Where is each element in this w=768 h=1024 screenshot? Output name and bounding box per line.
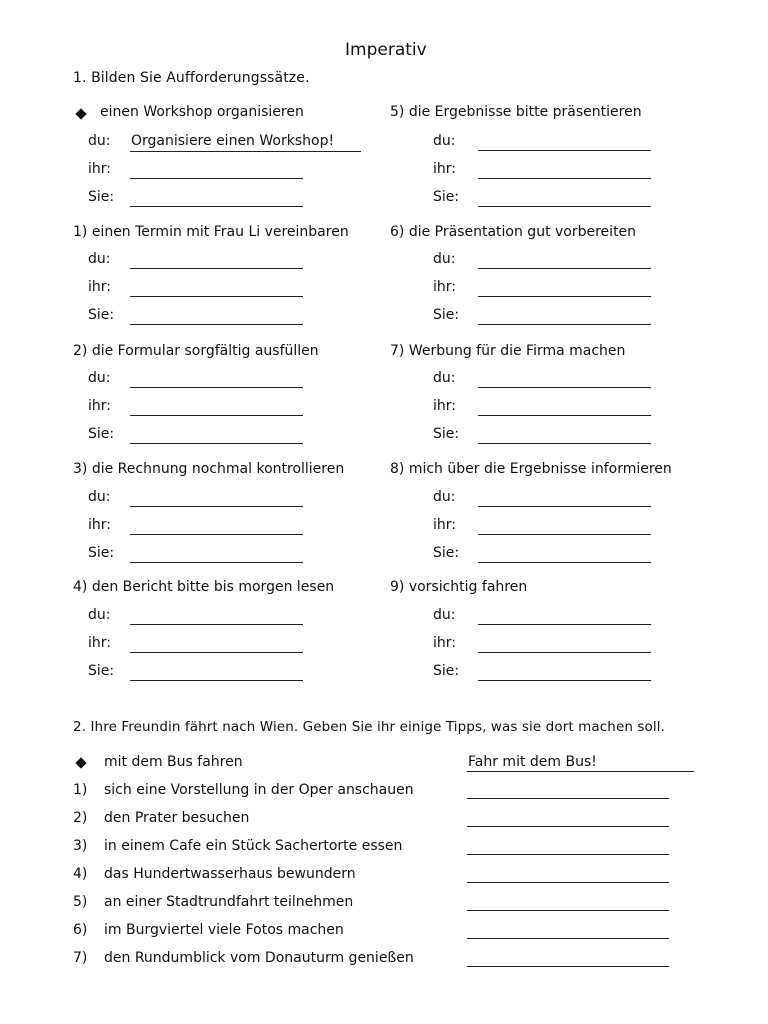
label-sie: Sie: (88, 663, 115, 679)
label-sie: Sie: (88, 545, 115, 561)
answer-line[interactable] (130, 506, 303, 507)
bullet-diamond-icon (75, 757, 86, 768)
task1-instruction: 1. Bilden Sie Aufforderungssätze. (73, 70, 310, 86)
answer-line[interactable] (130, 268, 303, 269)
task2-item-num: 1) (73, 782, 88, 798)
answer-line (467, 771, 694, 772)
task2-item-text: in einem Cafe ein Stück Sachertorte essen (104, 838, 403, 854)
label-du: du: (88, 489, 111, 505)
answer-line[interactable] (478, 680, 651, 681)
answer-line[interactable] (478, 652, 651, 653)
label-du: du: (88, 133, 111, 149)
task2-item-num: 7) (73, 950, 88, 966)
answer-line[interactable] (478, 178, 651, 179)
task1-item: 7) Werbung für die Firma machen (390, 343, 626, 359)
answer-line[interactable] (478, 296, 651, 297)
label-ihr: ihr: (88, 161, 111, 177)
task2-item-num: 5) (73, 894, 88, 910)
task1-example-prompt: einen Workshop organisieren (100, 104, 304, 120)
label-ihr: ihr: (88, 398, 111, 414)
answer-line[interactable] (478, 387, 651, 388)
label-ihr: ihr: (433, 635, 456, 651)
task1-example-answer: Organisiere einen Workshop! (131, 133, 335, 149)
task2-item-num: 4) (73, 866, 88, 882)
answer-line[interactable] (467, 938, 669, 939)
task1-item: 3) die Rechnung nochmal kontrollieren (73, 461, 345, 477)
answer-line[interactable] (130, 206, 303, 207)
label-sie: Sie: (433, 189, 460, 205)
task2-item-num: 6) (73, 922, 88, 938)
task2-item-text: sich eine Vorstellung in der Oper anschauen (104, 782, 414, 798)
task1-item: 4) den Bericht bitte bis morgen lesen (73, 579, 335, 595)
answer-line[interactable] (467, 854, 669, 855)
label-sie: Sie: (88, 426, 115, 442)
label-du: du: (88, 607, 111, 623)
label-du: du: (88, 370, 111, 386)
task2-example-answer: Fahr mit dem Bus! (468, 754, 597, 770)
label-ihr: ihr: (433, 161, 456, 177)
answer-line[interactable] (467, 910, 669, 911)
answer-line[interactable] (130, 624, 303, 625)
label-sie: Sie: (88, 189, 115, 205)
task2-item-text: den Prater besuchen (104, 810, 250, 826)
answer-line[interactable] (130, 652, 303, 653)
answer-line[interactable] (467, 966, 669, 967)
answer-line[interactable] (130, 680, 303, 681)
answer-line[interactable] (467, 798, 669, 799)
answer-line[interactable] (478, 624, 651, 625)
label-sie: Sie: (433, 307, 460, 323)
task1-item: 6) die Präsentation gut vorbereiten (390, 224, 637, 240)
label-du: du: (433, 370, 456, 386)
task2-item-text: im Burgviertel viele Fotos machen (104, 922, 344, 938)
label-ihr: ihr: (88, 517, 111, 533)
task1-item: 1) einen Termin mit Frau Li vereinbaren (73, 224, 349, 240)
answer-line[interactable] (478, 150, 651, 151)
task1-item: 8) mich über die Ergebnisse informieren (390, 461, 672, 477)
label-du: du: (433, 489, 456, 505)
answer-line[interactable] (467, 826, 669, 827)
label-sie: Sie: (88, 307, 115, 323)
task2-item-text: an einer Stadtrundfahrt teilnehmen (104, 894, 354, 910)
label-sie: Sie: (433, 663, 460, 679)
label-sie: Sie: (433, 545, 460, 561)
task2-item-text: das Hundertwasserhaus bewundern (104, 866, 356, 882)
bullet-diamond-icon (75, 108, 86, 119)
answer-line[interactable] (130, 443, 303, 444)
label-ihr: ihr: (433, 279, 456, 295)
task2-item-num: 3) (73, 838, 88, 854)
label-du: du: (433, 133, 456, 149)
answer-line[interactable] (130, 296, 303, 297)
task1-item: 9) vorsichtig fahren (390, 579, 528, 595)
label-ihr: ihr: (433, 517, 456, 533)
task2-example-prompt: mit dem Bus fahren (104, 754, 243, 770)
label-ihr: ihr: (88, 279, 111, 295)
answer-line[interactable] (478, 324, 651, 325)
label-sie: Sie: (433, 426, 460, 442)
answer-line[interactable] (130, 534, 303, 535)
task1-item: 2) die Formular sorgfältig ausfüllen (73, 343, 319, 359)
answer-line[interactable] (130, 324, 303, 325)
label-du: du: (433, 251, 456, 267)
page-title: Imperativ (345, 40, 427, 60)
answer-line (130, 151, 361, 152)
answer-line[interactable] (478, 506, 651, 507)
answer-line[interactable] (478, 206, 651, 207)
answer-line[interactable] (478, 562, 651, 563)
task2-item-num: 2) (73, 810, 88, 826)
answer-line[interactable] (130, 415, 303, 416)
answer-line[interactable] (130, 387, 303, 388)
answer-line[interactable] (478, 534, 651, 535)
answer-line[interactable] (478, 268, 651, 269)
label-du: du: (433, 607, 456, 623)
answer-line[interactable] (478, 415, 651, 416)
label-du: du: (88, 251, 111, 267)
task2-instruction: 2. Ihre Freundin fährt nach Wien. Geben Sie ihr einige Tipps, was sie dort machen soll. (73, 719, 665, 735)
label-ihr: ihr: (88, 635, 111, 651)
label-ihr: ihr: (433, 398, 456, 414)
task2-item-text: den Rundumblick vom Donauturm genießen (104, 950, 414, 966)
answer-line[interactable] (478, 443, 651, 444)
answer-line[interactable] (130, 178, 303, 179)
answer-line[interactable] (467, 882, 669, 883)
answer-line[interactable] (130, 562, 303, 563)
task1-item: 5) die Ergebnisse bitte präsentieren (390, 104, 642, 120)
